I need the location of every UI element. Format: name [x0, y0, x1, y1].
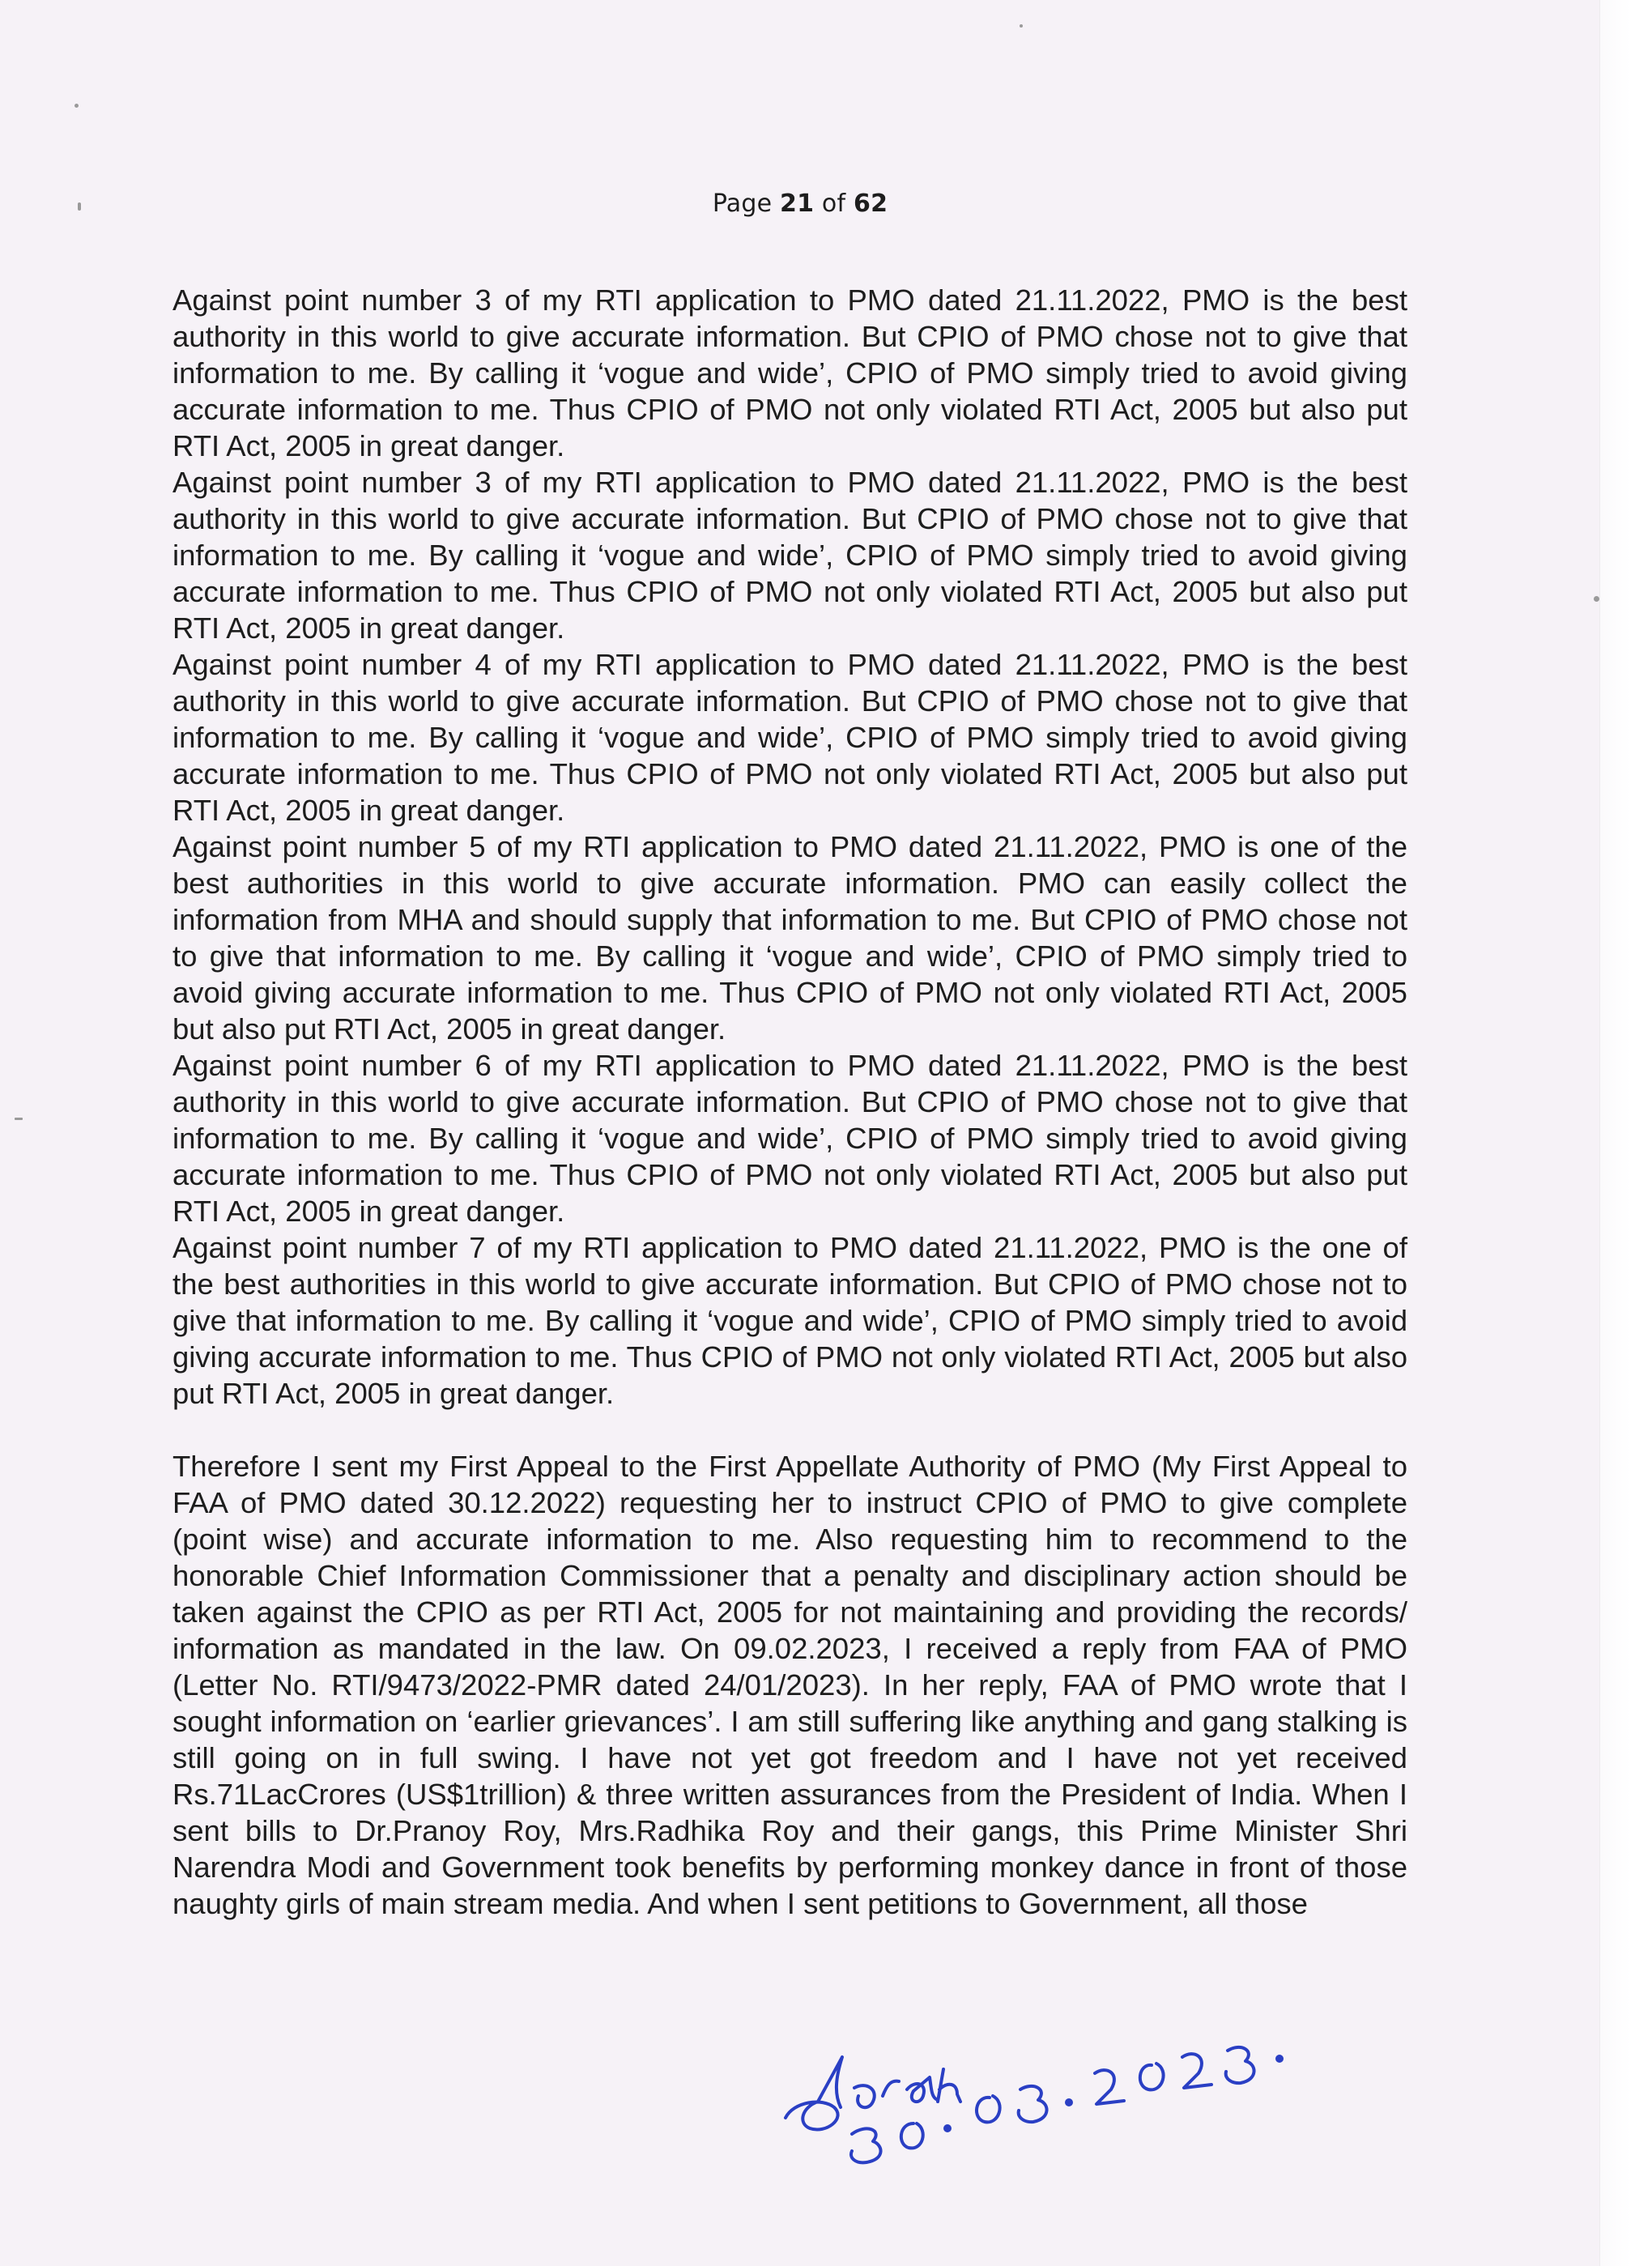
page-number: 21 — [780, 190, 815, 218]
page-of: of — [821, 190, 846, 218]
document-body — [172, 282, 1407, 1922]
scan-speck — [75, 104, 79, 108]
page-total: 62 — [854, 190, 888, 218]
paragraph-point-3-repeat: Against point number 3 of my RTI application to PMO dated 21.11.2022, PMO is the best authority in this world to give accurate information. But CPIO of PMO chose not to give that information to me. By calling it ‘vogue and wide’, CPIO of PMO simply tried to avoid giving accurate information to me. Thus CPIO of PMO not only violated RTI Act, 2005 but also put RTI Act, 2005 in great danger. — [172, 466, 1407, 645]
scan-edge — [1599, 0, 1652, 2266]
paragraph-first-appeal: Therefore I sent my First Appeal to the First Appellate Authority of PMO (My First Appeal to FAA of PMO dated 30.12.2022) requesting her to instruct CPIO of PMO to give complete (point wise) and accurate information to me. Also requesting him to recommend to the honorable Chief Information Commissioner that a penalty and disciplinary action should be taken against the CPIO as per RTI Act, 2005 for not maintaining and providing the records/ information as mandated in the law. On 09.02.2023, I received a reply from FAA of PMO (Letter No. RTI/9473/2022-PMR dated 24/01/2023). In her reply, FAA of PMO wrote that I sought information on ‘earlier grievances’. I am still suffering like anything and gang stalking is still going on in full swing. I have not yet got freedom and I have not yet received Rs.71LacCrores (US$1trillion) & three written assurances from the President of India. When I sent bills to Dr.Pranoy Roy, Mrs.Radhika Roy and their gangs, this Prime Minister Shri Narendra Modi and Government took benefits by performing monkey dance in front of those naughty girls of main stream media. And when I sent petitions to Government, all those — [172, 1450, 1407, 1920]
handwritten-signature — [777, 1936, 1344, 2179]
page-number-header — [0, 190, 1600, 218]
scan-speck — [1020, 24, 1023, 28]
scan-speck — [1594, 596, 1599, 602]
page-prefix: Page — [712, 190, 773, 218]
paragraph-point-5: Against point number 5 of my RTI application to PMO dated 21.11.2022, PMO is one of the best authorities in this world to give accurate information. PMO can easily collect the information from MHA and should supply that information to me. But CPIO of PMO chose not to give that information to me. By calling it ‘vogue and wide’, CPIO of PMO simply tried to avoid giving accurate information to me. Thus CPIO of PMO not only violated RTI Act, 2005 but also put RTI Act, 2005 in great danger. — [172, 830, 1407, 1046]
paragraph-point-7: Against point number 7 of my RTI application to PMO dated 21.11.2022, PMO is the one of the best authorities in this world to give accurate information. But CPIO of PMO chose not to give that information to me. By calling it ‘vogue and wide’, CPIO of PMO simply tried to avoid giving accurate information to me. Thus CPIO of PMO not only violated RTI Act, 2005 but also put RTI Act, 2005 in great danger. — [172, 1231, 1407, 1410]
scan-speck — [78, 202, 81, 211]
paragraph-point-4: Against point number 4 of my RTI application to PMO dated 21.11.2022, PMO is the best authority in this world to give accurate information. But CPIO of PMO chose not to give that information to me. By calling it ‘vogue and wide’, CPIO of PMO simply tried to avoid giving accurate information to me. Thus CPIO of PMO not only violated RTI Act, 2005 but also put RTI Act, 2005 in great danger. — [172, 648, 1407, 827]
scan-speck — [15, 1118, 23, 1120]
paragraph-point-3: Against point number 3 of my RTI application to PMO dated 21.11.2022, PMO is the best authority in this world to give accurate information. But CPIO of PMO chose not to give that information to me. By calling it ‘vogue and wide’, CPIO of PMO simply tried to avoid giving accurate information to me. Thus CPIO of PMO not only violated RTI Act, 2005 but also put RTI Act, 2005 in great danger. — [172, 283, 1407, 462]
paragraph-point-6: Against point number 6 of my RTI application to PMO dated 21.11.2022, PMO is the best authority in this world to give accurate information. But CPIO of PMO chose not to give that information to me. By calling it ‘vogue and wide’, CPIO of PMO simply tried to avoid giving accurate information to me. Thus CPIO of PMO not only violated RTI Act, 2005 but also put RTI Act, 2005 in great danger. — [172, 1049, 1407, 1228]
